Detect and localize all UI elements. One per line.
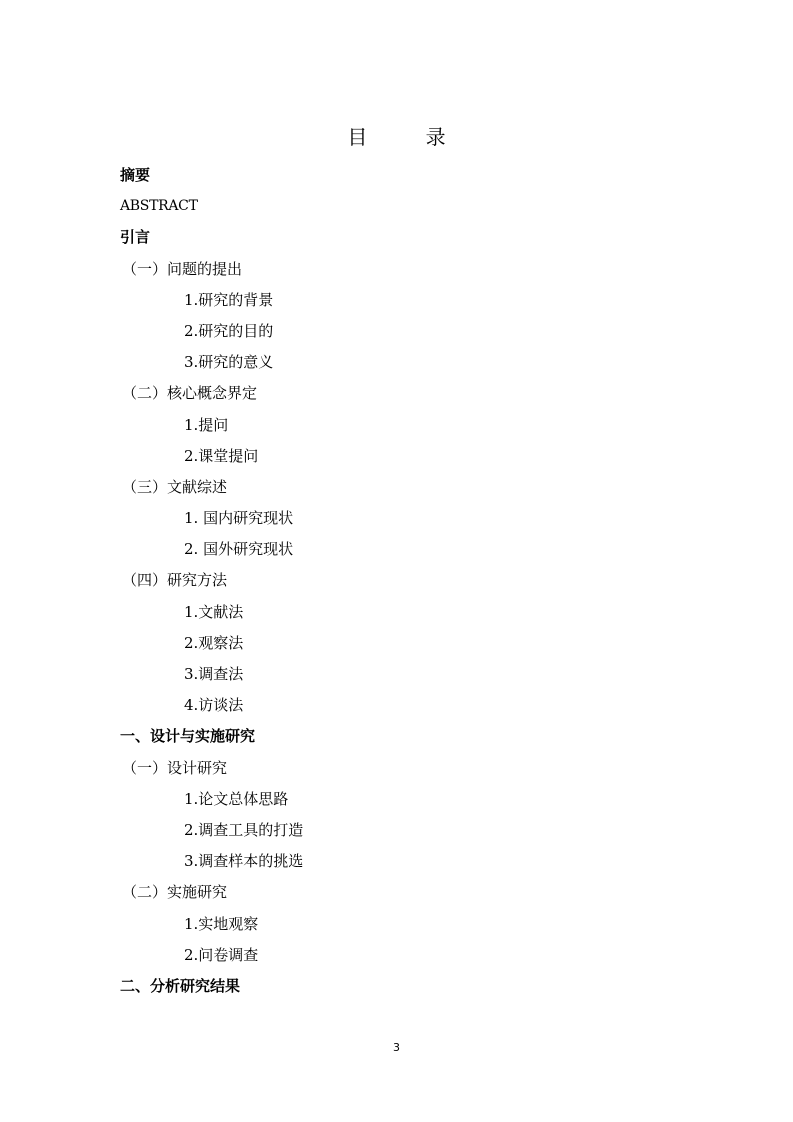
toc-entry-text: （二）核心概念界定 [122,384,258,403]
toc-entry-text: 3.研究的意义 [184,353,274,372]
toc-entry[interactable] [0,815,793,846]
toc-entry-text: 1.研究的背景 [184,290,274,309]
toc-entry-text: 2.课堂提问 [184,446,259,465]
table-of-contents [0,160,793,1002]
toc-entry[interactable] [0,191,793,222]
toc-entry[interactable] [0,254,793,285]
toc-entry[interactable] [0,877,793,908]
toc-entry-text: 2.问卷调查 [184,945,259,964]
toc-entry[interactable] [0,503,793,534]
toc-entry[interactable] [0,472,793,503]
toc-entry-text: 2. 国外研究现状 [184,540,294,559]
page-number: 3 [393,1041,400,1054]
toc-entry[interactable] [0,441,793,472]
toc-entry[interactable] [0,659,793,690]
toc-entry-text: 摘要 [120,166,151,184]
toc-entry[interactable] [0,628,793,659]
toc-entry[interactable] [0,285,793,316]
toc-entry-text: 2.研究的目的 [184,321,274,340]
toc-entry[interactable] [0,378,793,409]
toc-entry[interactable] [0,347,793,378]
toc-entry-text: 1.提问 [184,415,229,434]
toc-entry[interactable] [0,721,793,752]
toc-entry-text: 1.文献法 [184,602,244,621]
toc-entry-text: 2.观察法 [184,633,244,652]
toc-entry-text: 1.论文总体思路 [184,789,289,808]
toc-entry[interactable] [0,565,793,596]
toc-entry-text: （四）研究方法 [122,571,228,590]
toc-entry-text: 3.调查法 [184,665,244,683]
toc-entry-text: 引言 [120,228,151,247]
toc-entry[interactable] [0,784,793,815]
toc-entry-text: 二、分析研究结果 [120,976,241,995]
toc-entry-text: 4.访谈法 [184,696,244,715]
toc-entry-text: 一、设计与实施研究 [120,727,256,746]
toc-entry-text: 3.调查样本的挑选 [184,852,304,871]
toc-entry[interactable] [0,940,793,971]
toc-entry[interactable] [0,597,793,628]
toc-entry[interactable] [0,222,793,253]
toc-entry-text: 1.实地观察 [184,914,259,933]
toc-entry[interactable] [0,753,793,784]
toc-entry-text: （一）问题的提出 [122,259,243,278]
toc-entry-text: 2.调查工具的打造 [184,820,304,839]
toc-entry[interactable] [0,846,793,877]
toc-title: 目 录 [347,125,472,149]
toc-entry[interactable] [0,690,793,721]
toc-entry[interactable] [0,160,793,191]
toc-entry-text: 1. 国内研究现状 [184,509,294,528]
toc-entry-text: （三）文献综述 [122,477,228,496]
toc-entry-text: （一）设计研究 [122,758,228,777]
toc-entry[interactable] [0,316,793,347]
toc-entry[interactable] [0,909,793,940]
toc-entry[interactable] [0,534,793,565]
toc-entry[interactable] [0,971,793,1002]
toc-entry-text: （二）实施研究 [122,883,228,902]
toc-entry[interactable] [0,410,793,441]
toc-entry-text: ABSTRACT [120,198,198,215]
